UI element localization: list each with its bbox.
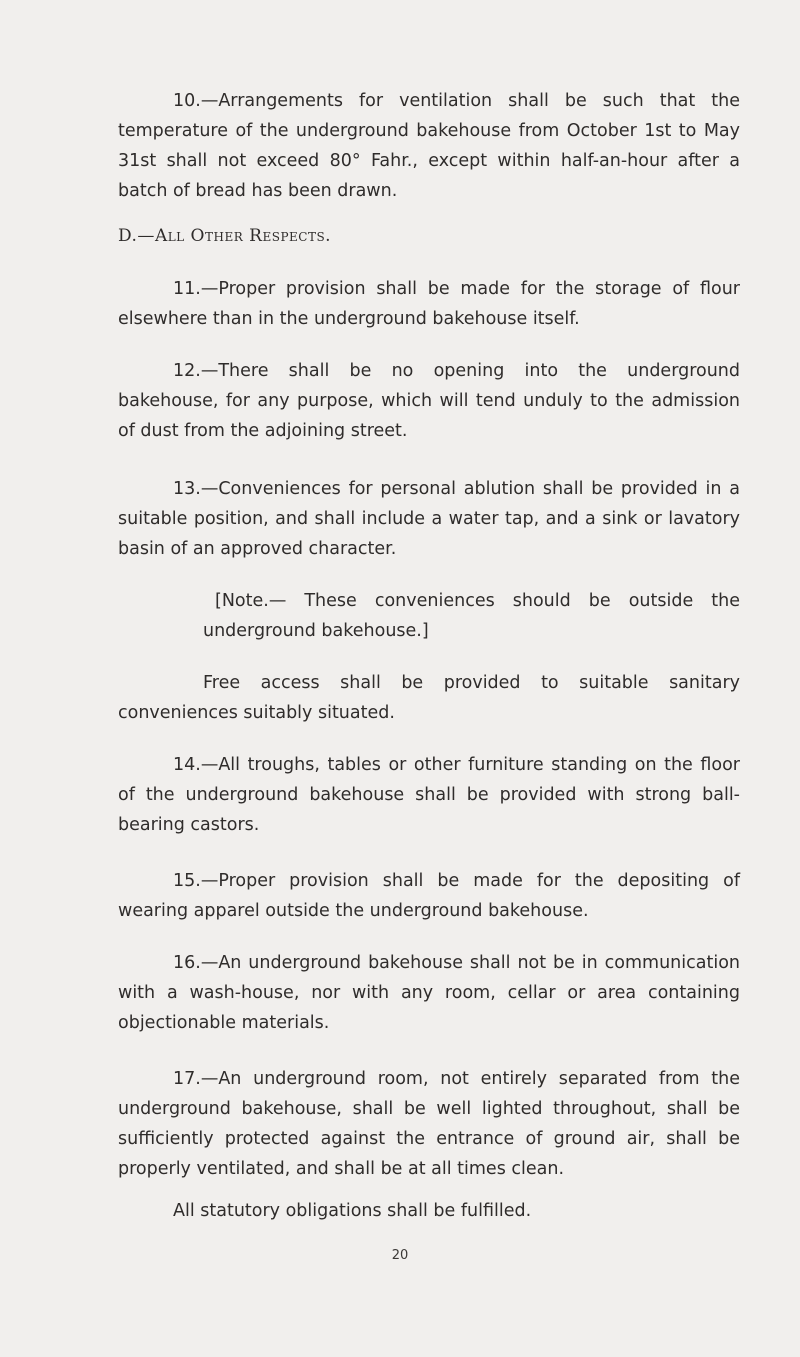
paragraph-12: 12.—There shall be no opening into the underground bakehouse, for any purpose, which will tend unduly to the admission of dust from the adjoining street. [118, 361, 740, 441]
paragraph-14: 14.—All troughs, tables or other furniture standing on the floor of the underground bakehouse shall be provided with strong ball-bearing castors. [118, 755, 740, 835]
paragraph-statutory: All statutory obligations shall be fulfilled. [173, 1201, 532, 1221]
paragraph-13: 13.—Conveniences for personal ablution shall be provided in a suitable position, and shall include a water tap, and a sink or lavatory basin of an approved character. [118, 479, 740, 559]
paragraph-11: 11.—Proper provision shall be made for the storage of flour elsewhere than in the underground bakehouse itself. [118, 279, 740, 329]
section-heading-title: All Other Respects. [154, 226, 332, 246]
paragraph-free-access: Free access shall be provided to suitable sanitary conveniences suitably situated. [118, 673, 740, 723]
paragraph-16: 16.—An underground bakehouse shall not be in communication with a wash-house, nor with any room, cellar or area containing objectionable materials. [118, 953, 740, 1033]
paragraph-10: 10.—Arrangements for ventilation shall be such that the temperature of the underground bakehouse from October 1st to May 31st shall not exceed 80° Fahr., except within half-an-hour after a batch of bread has been drawn. [118, 91, 740, 201]
paragraph-15: 15.—Proper provision shall be made for the depositing of wearing apparel outside the underground bakehouse. [118, 871, 740, 921]
note-paragraph: [Note.— These conveniences should be outside the underground bakehouse.] [203, 591, 740, 641]
page-number: 20 [391, 1248, 409, 1263]
paragraph-17: 17.—An underground room, not entirely separated from the underground bakehouse, shall be well lighted throughout, shall be sufficiently protected against the entrance of ground air, shall be properly ventilated, and shall be at all times clean. [118, 1069, 740, 1179]
section-heading-d [118, 226, 331, 246]
section-heading-prefix: D.— [118, 226, 155, 246]
